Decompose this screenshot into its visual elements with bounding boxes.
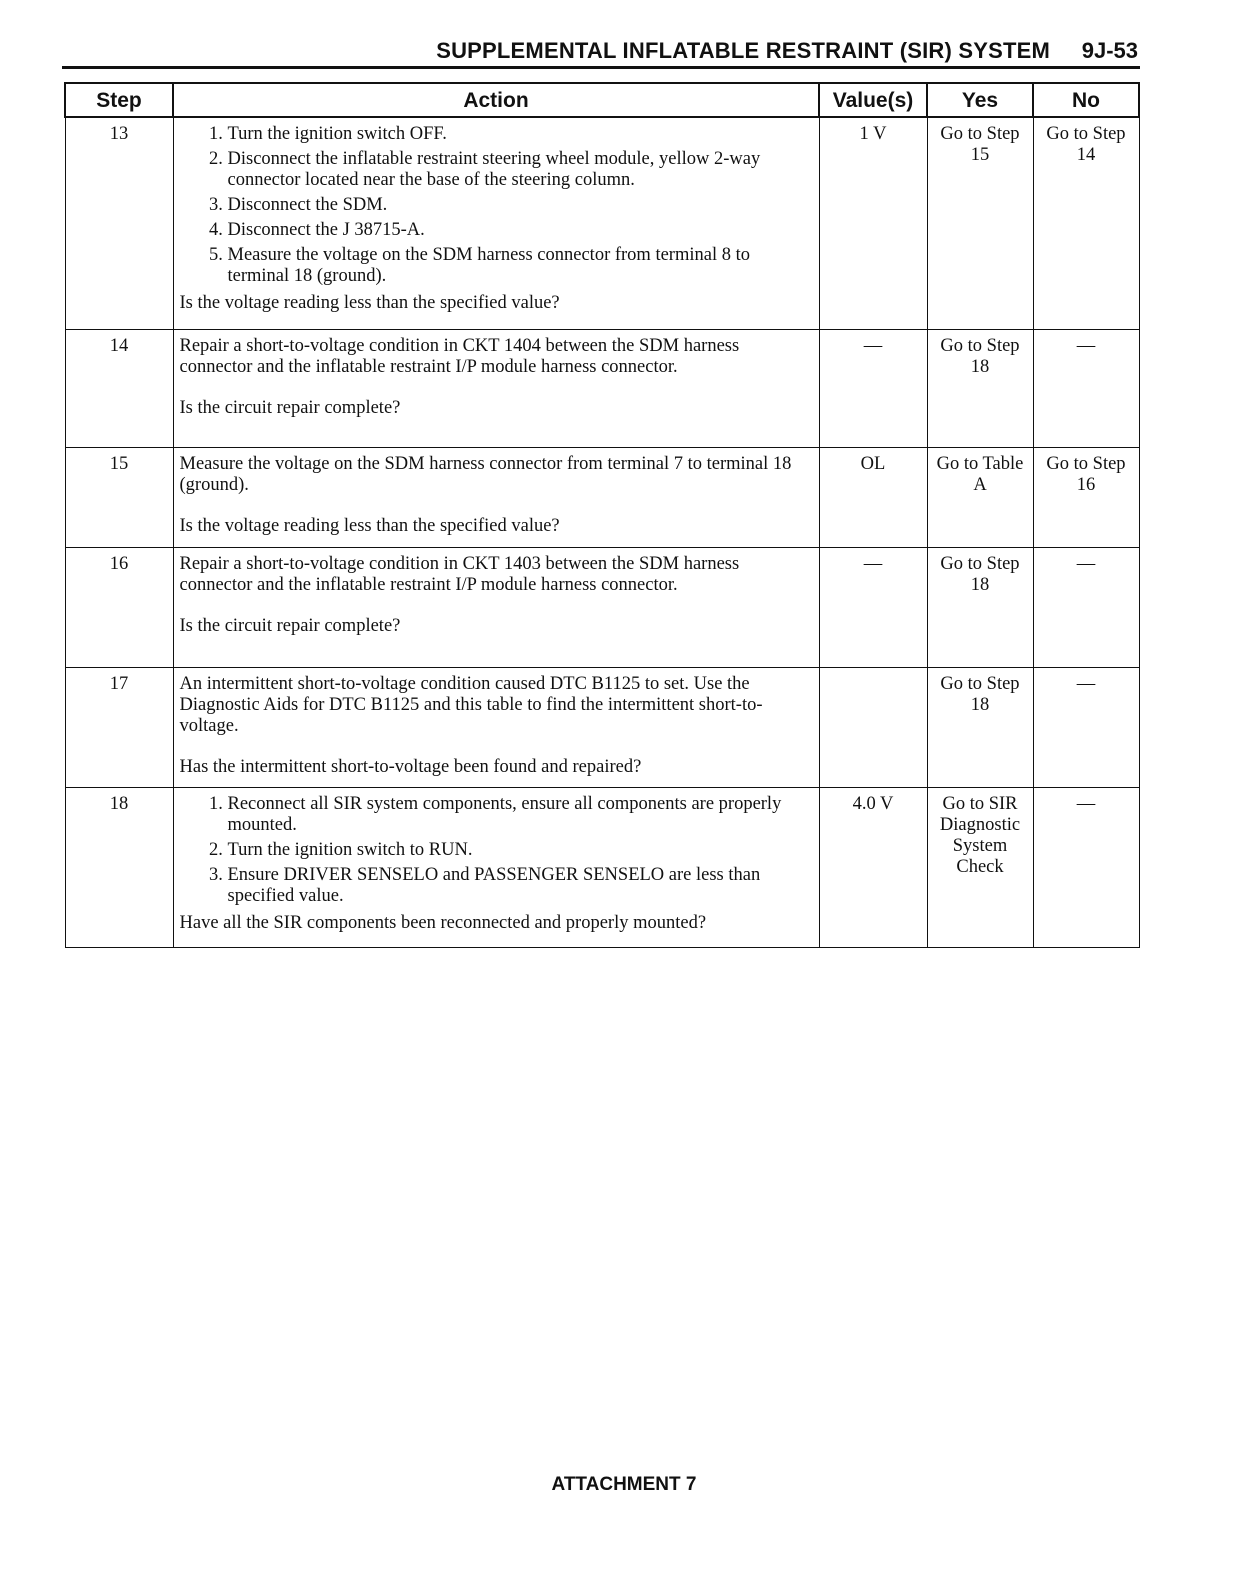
table-row [65, 329, 1139, 447]
column-header-yes: Yes [927, 83, 1033, 117]
step-number: 15 [65, 447, 173, 547]
attachment-label: ATTACHMENT 7 [551, 1474, 697, 1495]
no-cell: Go to Step 14 [1033, 117, 1139, 329]
table-row [65, 667, 1139, 787]
table-row [65, 787, 1139, 947]
action-question: Is the voltage reading less than the specified value? [179, 515, 560, 536]
action-text: Measure the voltage on the SDM harness connector from terminal 7 to terminal 18 (ground). [179, 453, 792, 495]
action-question: Has the intermittent short-to-voltage been found and repaired? [179, 756, 642, 777]
action-item: 1. Turn the ignition switch OFF. [228, 124, 813, 145]
step-number: 18 [65, 787, 173, 947]
no-cell: — [1033, 547, 1139, 667]
yes-cell: Go to Table A [927, 447, 1033, 547]
yes-cell: Go to Step 18 [927, 547, 1033, 667]
table-row [65, 117, 1139, 329]
action-list [180, 124, 813, 287]
action-text: An intermittent short-to-voltage condition caused DTC B1125 to set. Use the Diagnostic Aids for DTC B1125 and this table to find the intermittent short-to-voltage. [179, 673, 763, 736]
action-text: Repair a short-to-voltage condition in CKT 1403 between the SDM harness connector and the inflatable restraint I/P module harness connector. [179, 553, 740, 595]
action-item: 1. Reconnect all SIR system components, ensure all components are properly mounted. [228, 794, 813, 836]
step-number: 14 [65, 329, 173, 447]
no-cell: — [1033, 329, 1139, 447]
column-header-action: Action [173, 83, 819, 117]
yes-cell: Go to Step 15 [927, 117, 1033, 329]
value-cell: 4.0 V [819, 787, 927, 947]
action-cell [173, 667, 819, 787]
no-cell: Go to Step 16 [1033, 447, 1139, 547]
action-item: 5. Measure the voltage on the SDM harness connector from terminal 8 to terminal 18 (ground). [228, 245, 813, 287]
column-header-step: Step [65, 83, 173, 117]
diagnostic-table [64, 82, 1140, 948]
value-cell: 1 V [819, 117, 927, 329]
yes-cell: Go to Step 18 [927, 329, 1033, 447]
table-header-row [65, 83, 1139, 117]
action-item: 2. Turn the ignition switch to RUN. [228, 840, 813, 861]
action-cell [173, 117, 819, 329]
action-question: Have all the SIR components been reconnected and properly mounted? [179, 912, 707, 933]
step-number: 17 [65, 667, 173, 787]
column-header-no: No [1033, 83, 1139, 117]
value-cell: — [819, 547, 927, 667]
action-cell [173, 329, 819, 447]
table-row [65, 447, 1139, 547]
page-number: 9J-53 [1081, 38, 1138, 63]
yes-cell: Go to Step 18 [927, 667, 1033, 787]
action-cell [173, 447, 819, 547]
action-item: 3. Ensure DRIVER SENSELO and PASSENGER SENSELO are less than specified value. [228, 865, 813, 907]
step-number: 16 [65, 547, 173, 667]
action-question: Is the voltage reading less than the specified value? [179, 293, 560, 313]
action-item: 4. Disconnect the J 38715-A. [228, 220, 813, 241]
step-number: 13 [65, 117, 173, 329]
action-question: Is the circuit repair complete? [179, 615, 401, 636]
yes-cell: Go to SIR Diagnostic System Check [927, 787, 1033, 947]
value-cell: OL [819, 447, 927, 547]
action-list [180, 794, 813, 907]
action-cell [173, 787, 819, 947]
action-text: Repair a short-to-voltage condition in CKT 1404 between the SDM harness connector and the inflatable restraint I/P module harness connector. [179, 335, 740, 377]
action-question: Is the circuit repair complete? [179, 397, 401, 418]
action-item: 3. Disconnect the SDM. [228, 195, 813, 216]
page-header [62, 36, 1140, 69]
value-cell [819, 667, 927, 787]
action-cell [173, 547, 819, 667]
column-header-values: Value(s) [819, 83, 927, 117]
action-item: 2. Disconnect the inflatable restraint steering wheel module, yellow 2-way connector located near the base of the steering column. [228, 149, 813, 191]
no-cell: — [1033, 667, 1139, 787]
table-row [65, 547, 1139, 667]
no-cell: — [1033, 787, 1139, 947]
value-cell: — [819, 329, 927, 447]
page-title: SUPPLEMENTAL INFLATABLE RESTRAINT (SIR) SYSTEM [436, 38, 1050, 63]
